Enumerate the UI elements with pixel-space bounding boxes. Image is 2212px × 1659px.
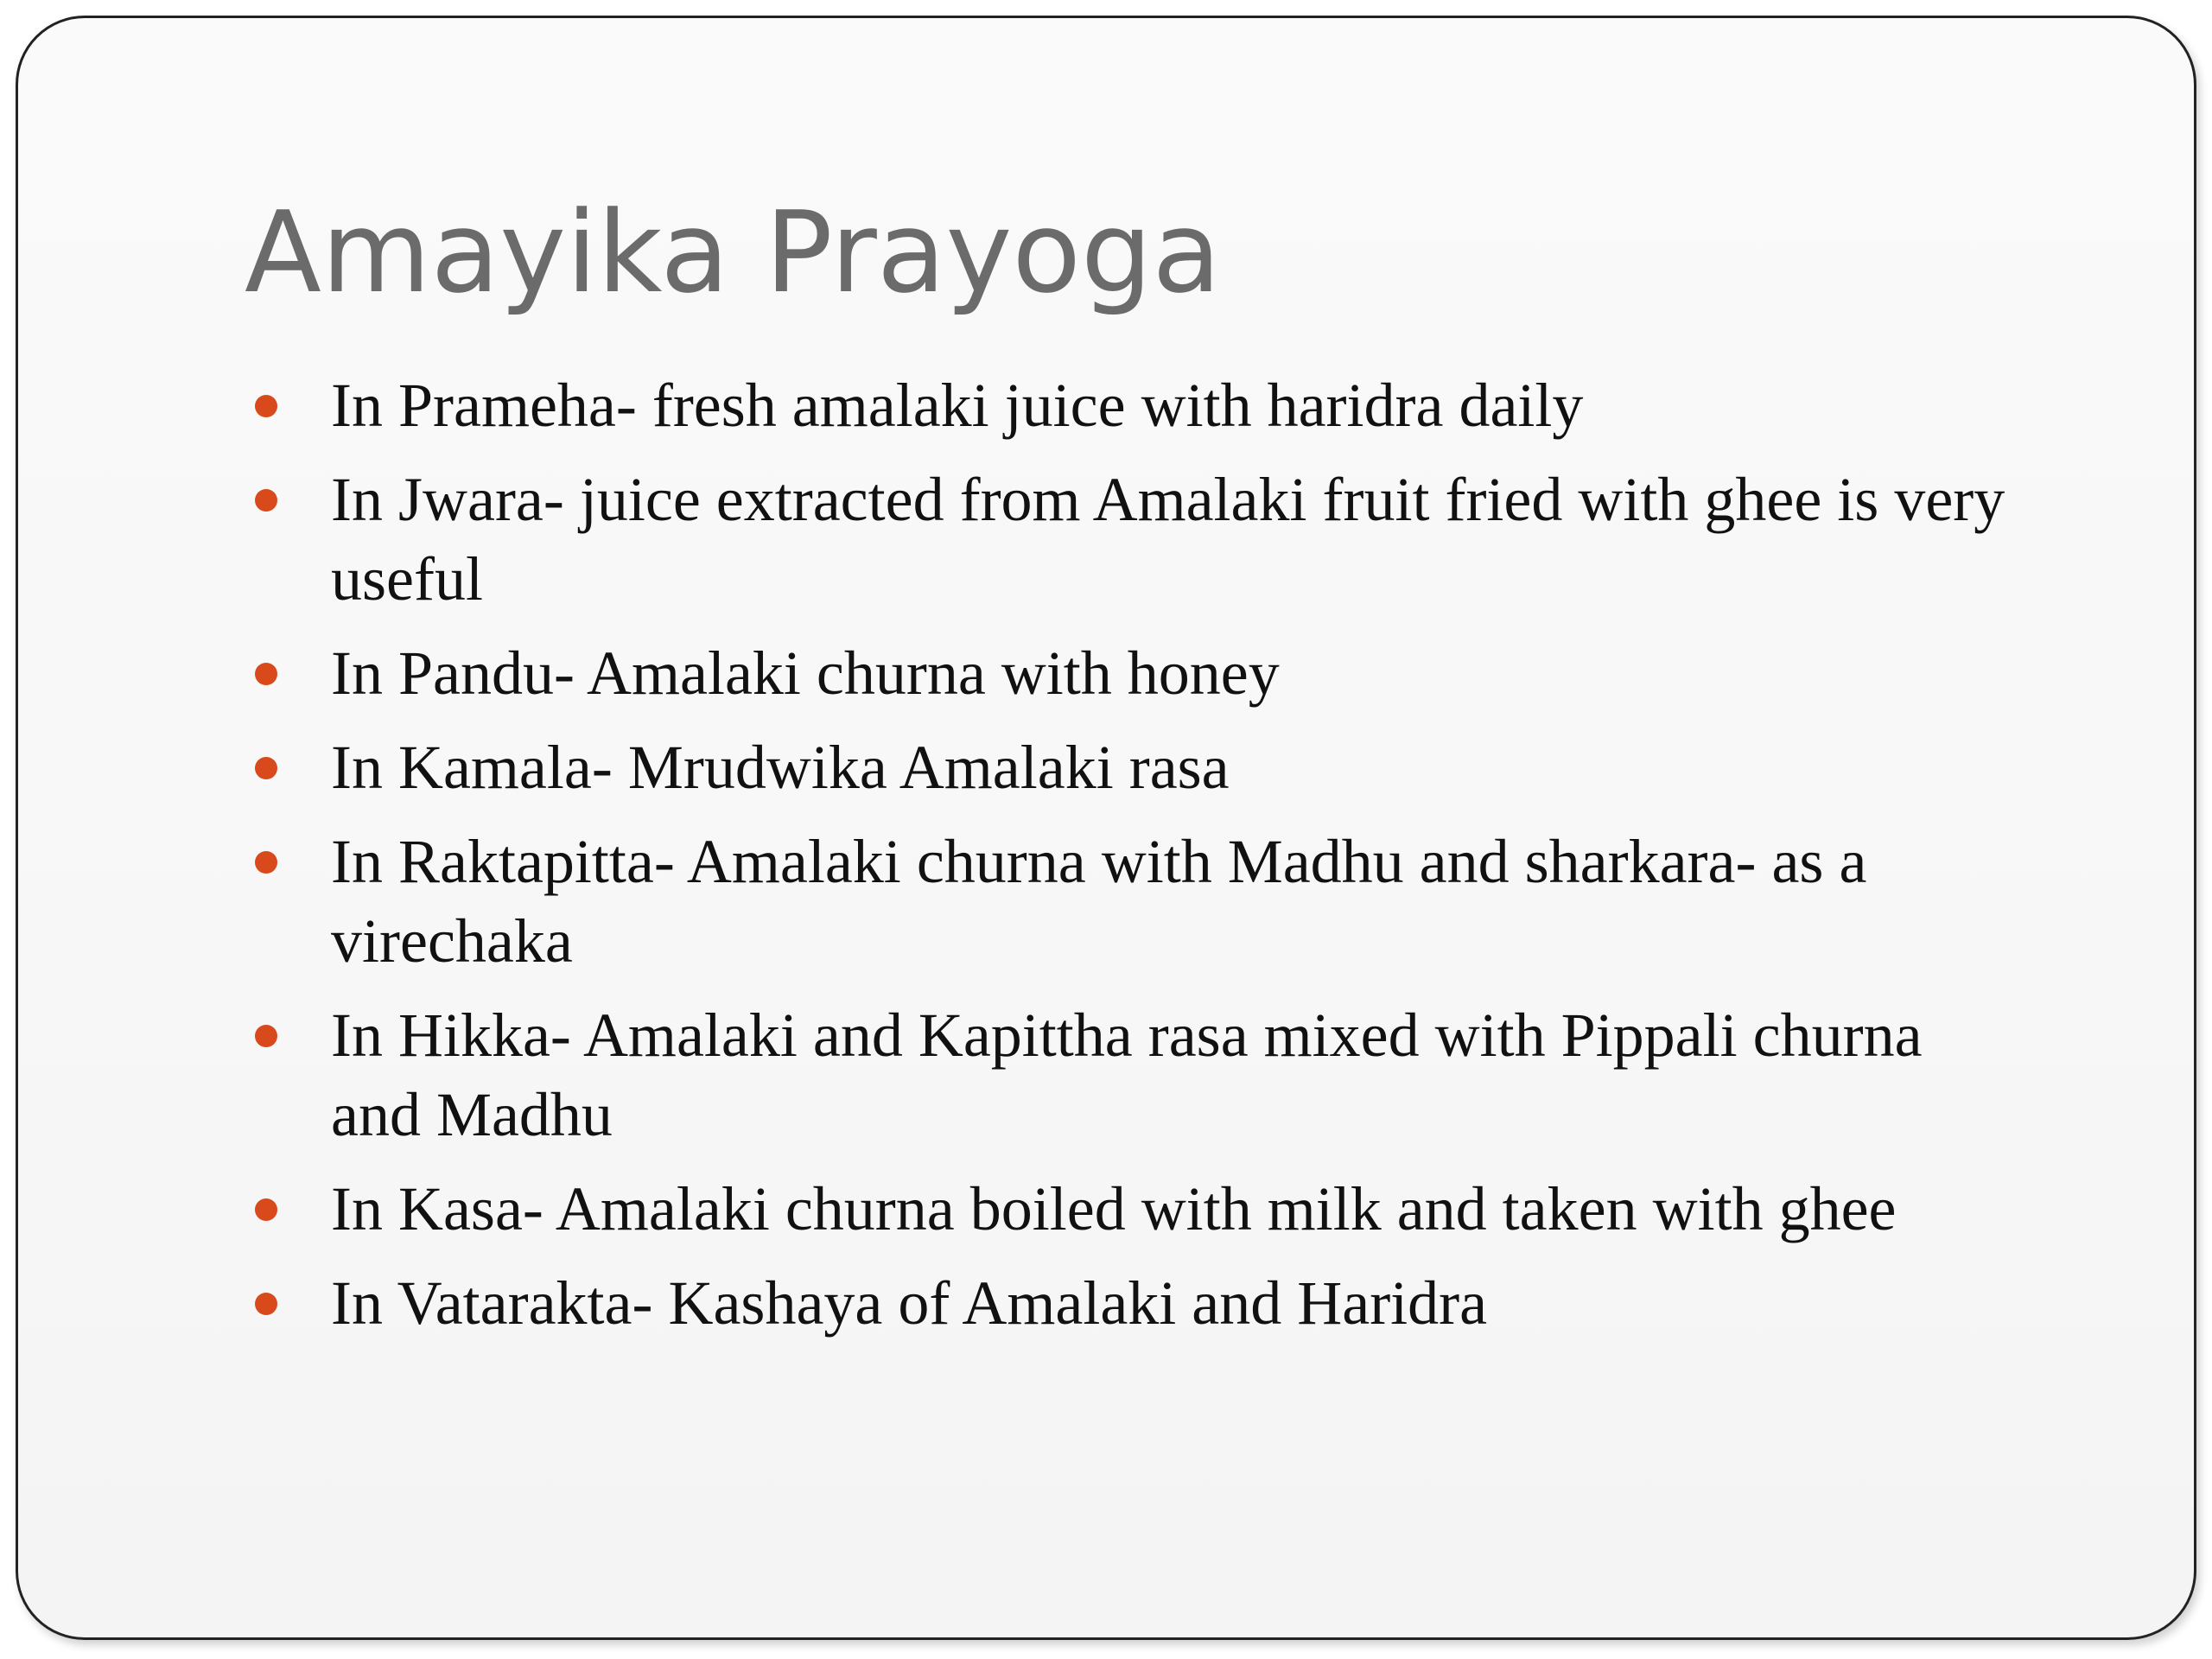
- bullet-text: In Pandu- Amalaki churna with honey: [331, 639, 1280, 708]
- bullet-item-kamala: [245, 728, 2016, 807]
- bullet-item-jwara: [245, 460, 2016, 619]
- bullet-text: In Hikka- Amalaki and Kapittha rasa mixed with Pippali churna and Madhu: [331, 1001, 1923, 1149]
- bullet-item-raktapitta: [245, 822, 2016, 981]
- bullet-text: In Prameha- fresh amalaki juice with haridra daily: [331, 371, 1584, 440]
- bullet-dot-icon: [255, 1198, 277, 1221]
- bullet-item-prameha: [245, 365, 2016, 445]
- slide-title: Amayika Prayoga: [245, 187, 1222, 318]
- bullet-item-hikka: [245, 995, 2016, 1154]
- bullet-text: In Kamala- Mrudwika Amalaki rasa: [331, 733, 1230, 802]
- slide-frame: [16, 16, 2196, 1640]
- bullet-item-kasa: [245, 1169, 2016, 1249]
- bullet-dot-icon: [255, 1293, 277, 1315]
- bullet-dot-icon: [255, 757, 277, 779]
- bullet-dot-icon: [255, 395, 277, 417]
- bullet-dot-icon: [255, 663, 277, 685]
- bullet-dot-icon: [255, 489, 277, 512]
- bullet-item-vatarakta: [245, 1263, 2016, 1343]
- bullet-dot-icon: [255, 1025, 277, 1047]
- bullet-list: [245, 365, 2016, 1357]
- bullet-text: In Kasa- Amalaki churna boiled with milk and taken with ghee: [331, 1174, 1897, 1243]
- bullet-item-pandu: [245, 633, 2016, 713]
- bullet-text: In Raktapitta- Amalaki churna with Madhu and sharkara- as a virechaka: [331, 827, 1867, 976]
- bullet-dot-icon: [255, 851, 277, 874]
- bullet-text: In Vatarakta- Kashaya of Amalaki and Haridra: [331, 1268, 1488, 1338]
- bullet-text: In Jwara- juice extracted from Amalaki fruit fried with ghee is very useful: [331, 465, 2005, 613]
